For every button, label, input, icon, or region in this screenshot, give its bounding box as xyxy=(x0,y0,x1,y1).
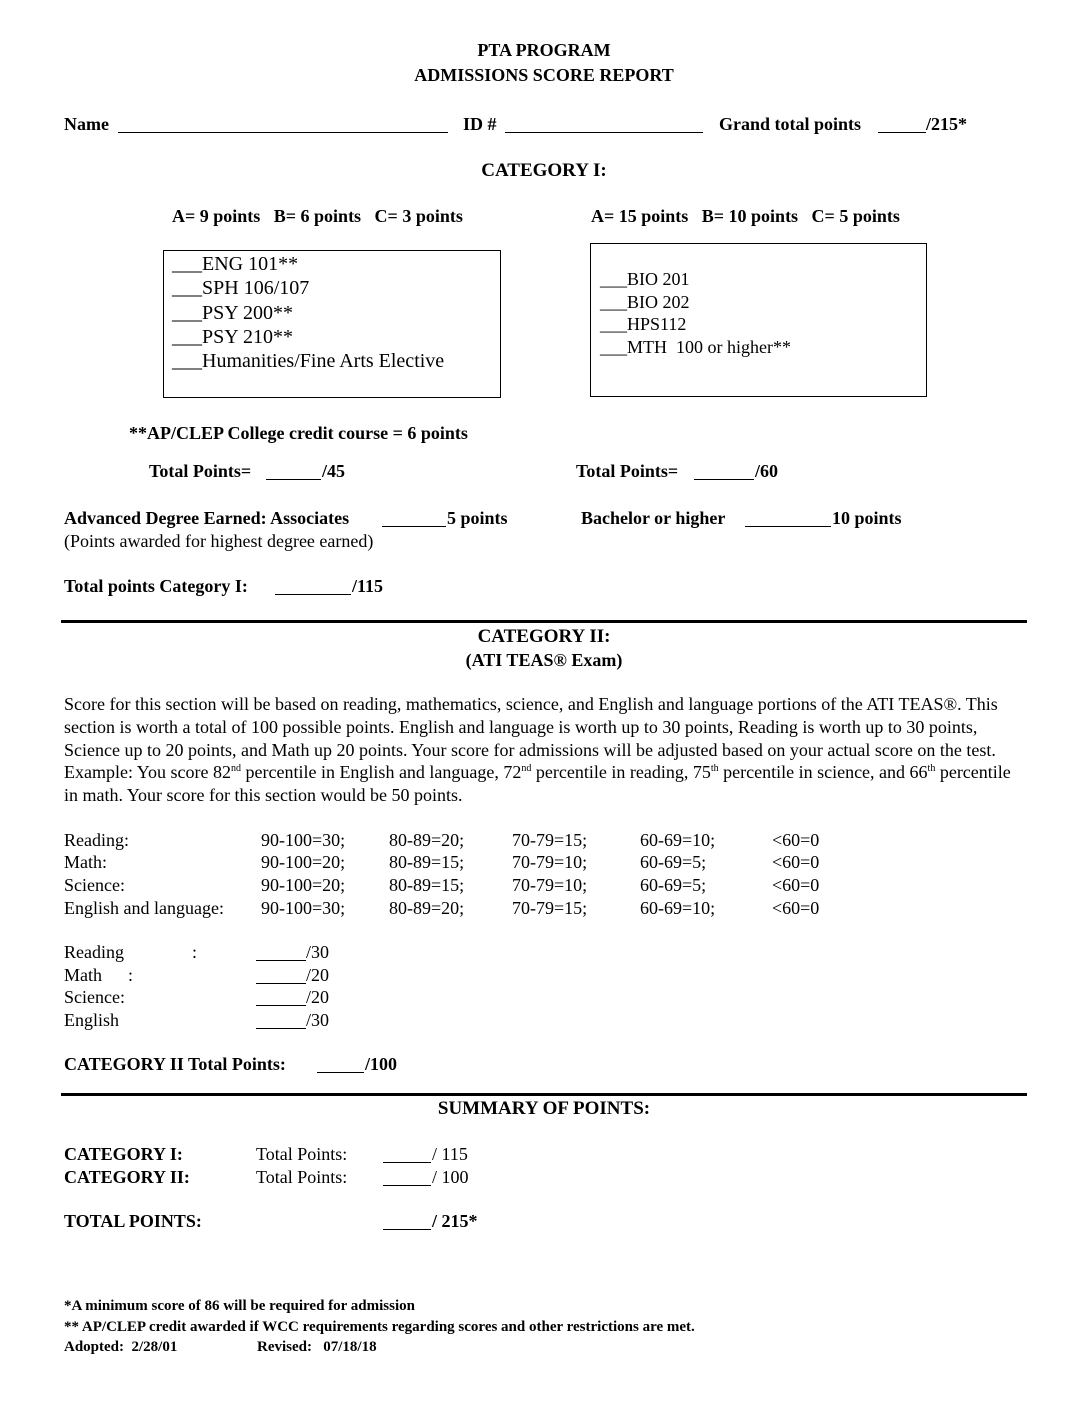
id-field[interactable] xyxy=(505,116,703,133)
category-2-title: CATEGORY II: xyxy=(477,626,611,647)
right-grade-scale: A= 15 points B= 10 points C= 5 points xyxy=(591,206,900,226)
degree-label: Advanced Degree Earned: Associates xyxy=(64,508,350,528)
course-bio201: BIO 201 xyxy=(627,269,690,289)
table-cell: 60-69=10; xyxy=(640,898,716,918)
summary-cat2-field[interactable] xyxy=(383,1169,431,1186)
category-1-total-max: /115 xyxy=(352,576,384,596)
category-2-subtitle: (ATI TEAS® Exam) xyxy=(465,650,623,670)
left-grade-scale: A= 9 points B= 6 points C= 3 points xyxy=(172,206,463,226)
left-total-max: /45 xyxy=(322,461,346,481)
category-2-total-field[interactable] xyxy=(317,1056,364,1073)
reading-score-field[interactable] xyxy=(256,944,306,961)
table-cell: 90-100=20; xyxy=(261,875,346,895)
summary-cat1-max: / 115 xyxy=(432,1144,468,1164)
course-eng101: ENG 101** xyxy=(202,253,299,275)
table-row: English and language: xyxy=(64,898,224,918)
grand-total-field[interactable] xyxy=(878,116,926,133)
name-label: Name xyxy=(64,114,109,134)
page-title: PTA PROGRAM xyxy=(477,40,611,60)
table-cell: 80-89=15; xyxy=(389,875,465,895)
summary-cat1-total-label: Total Points: xyxy=(256,1144,348,1164)
left-course-list xyxy=(172,252,444,373)
table-cell: 90-100=30; xyxy=(261,898,346,918)
table-cell: 80-89=20; xyxy=(389,898,465,918)
course-psy200: PSY 200** xyxy=(202,301,293,324)
page-subtitle: ADMISSIONS SCORE REPORT xyxy=(414,65,674,85)
left-total-label: Total Points= xyxy=(149,461,252,481)
subtotal-label-math: Math xyxy=(64,965,102,985)
table-cell: 70-79=15; xyxy=(512,830,588,850)
summary-title: SUMMARY OF POINTS: xyxy=(437,1098,651,1119)
table-cell: 80-89=20; xyxy=(389,830,465,850)
subtotal-colon: : xyxy=(192,942,198,962)
course-psy210: PSY 210** xyxy=(202,325,293,348)
right-total-label: Total Points= xyxy=(576,461,679,481)
table-cell: 60-69=10; xyxy=(640,830,716,850)
summary-total-label: TOTAL POINTS: xyxy=(64,1211,202,1231)
section-divider xyxy=(61,620,1027,623)
table-cell: <60=0 xyxy=(772,875,820,895)
table-row: Science: xyxy=(64,875,125,895)
revised-date: Revised: 07/18/18 xyxy=(257,1339,377,1355)
bachelor-field[interactable] xyxy=(745,510,831,527)
subtotal-label-english: English xyxy=(64,1010,120,1030)
list-item[interactable]: ___HPS112 xyxy=(600,314,687,335)
degree-note: (Points awarded for highest degree earned) xyxy=(64,531,374,551)
summary-cat2-label: CATEGORY II: xyxy=(64,1167,190,1187)
subtotal-label-reading: Reading xyxy=(64,942,124,962)
table-cell: 80-89=15; xyxy=(389,852,465,872)
summary-cat2-total-label: Total Points: xyxy=(256,1167,348,1187)
list-item[interactable]: ___PSY 210** xyxy=(172,325,293,348)
science-score-field[interactable] xyxy=(256,989,306,1006)
subtotal-max: /30 xyxy=(306,1010,330,1030)
list-item[interactable]: ___BIO 201 xyxy=(600,269,690,289)
table-cell: 60-69=5; xyxy=(640,852,707,872)
subtotal-label-science: Science: xyxy=(64,987,125,1007)
table-cell: 70-79=15; xyxy=(512,898,588,918)
summary-total-field[interactable] xyxy=(383,1213,431,1230)
list-item[interactable]: ___PSY 200** xyxy=(172,301,293,324)
subtotal-max: /20 xyxy=(306,965,330,985)
table-cell: 60-69=5; xyxy=(640,875,707,895)
right-total-max: /60 xyxy=(755,461,779,481)
right-course-list xyxy=(600,268,791,359)
table-cell: 90-100=30; xyxy=(261,830,346,850)
table-cell: <60=0 xyxy=(772,898,820,918)
ap-clep-note: **AP/CLEP College credit course = 6 points xyxy=(129,423,468,443)
subtotal-max: /30 xyxy=(306,942,330,962)
category-2-description: Score for this section will be based on reading, mathematics, science, and English and language portions of the ATI TEAS®. This section is worth a total of 100 possible points. English and language is worth up to 30 points, Reading is worth up to 30 points, Science up to 20 points, and Math up 20 points. Your score for admissions will be adjusted based on your actual score on the test. Example: You score 82nd percentile in English and language, 72nd percentile in reading, 75th percentile in science, and 66th percentile in math. Your score for this section would be 50 points. xyxy=(64,694,1011,806)
table-cell: 70-79=10; xyxy=(512,852,588,872)
subtotal-max: /20 xyxy=(306,987,330,1007)
course-sph106: SPH 106/107 xyxy=(202,277,310,300)
list-item[interactable]: ___MTH 100 or higher** xyxy=(600,337,791,358)
right-total-field[interactable] xyxy=(694,463,754,480)
grand-total-max: /215* xyxy=(926,114,968,134)
category-1-total-label: Total points Category I: xyxy=(64,576,248,596)
subtotal-colon: : xyxy=(128,965,134,985)
list-item[interactable]: ___Humanities/Fine Arts Elective xyxy=(172,350,445,373)
table-row: Reading: xyxy=(64,830,129,850)
summary-cat2-max: / 100 xyxy=(432,1167,469,1187)
adopted-date: Adopted: 2/28/01 xyxy=(64,1339,178,1355)
course-hps112: HPS112 xyxy=(627,314,687,335)
category-2-total-label: CATEGORY II Total Points: xyxy=(64,1054,286,1074)
table-cell: <60=0 xyxy=(772,830,820,850)
course-humanities: Humanities/Fine Arts Elective xyxy=(202,350,445,373)
category-1-title: CATEGORY I: xyxy=(481,160,607,181)
grand-total-label: Grand total points xyxy=(719,114,862,134)
table-cell: 90-100=20; xyxy=(261,852,346,872)
associates-field[interactable] xyxy=(382,510,446,527)
bachelor-label: Bachelor or higher xyxy=(581,508,726,528)
table-cell: <60=0 xyxy=(772,852,820,872)
footnote-minimum: *A minimum score of 86 will be required for admission xyxy=(64,1298,415,1314)
summary-cat1-label: CATEGORY I: xyxy=(64,1144,183,1164)
summary-cat1-field[interactable] xyxy=(383,1146,431,1163)
table-cell: 70-79=10; xyxy=(512,875,588,895)
category-2-total-max: /100 xyxy=(365,1054,398,1074)
course-bio202: BIO 202 xyxy=(627,291,690,312)
list-item[interactable]: ___SPH 106/107 xyxy=(172,277,310,300)
id-label: ID # xyxy=(463,114,497,134)
table-row: Math: xyxy=(64,852,107,872)
course-mth100: MTH 100 or higher** xyxy=(627,337,791,358)
name-field[interactable] xyxy=(118,116,448,133)
category-1-total-field[interactable] xyxy=(275,578,351,595)
bachelor-points: 10 points xyxy=(832,508,902,528)
list-item[interactable]: ___BIO 202 xyxy=(600,291,690,312)
associates-points: 5 points xyxy=(447,508,508,528)
section-divider xyxy=(61,1093,1027,1096)
summary-total-max: / 215* xyxy=(432,1211,478,1231)
list-item[interactable]: ___ENG 101** xyxy=(172,253,299,275)
math-score-field[interactable] xyxy=(256,967,306,984)
english-score-field[interactable] xyxy=(256,1012,306,1029)
left-total-field[interactable] xyxy=(266,463,321,480)
footnote-ap-clep: ** AP/CLEP credit awarded if WCC requirements regarding scores and other restrictions are met. xyxy=(64,1319,695,1335)
